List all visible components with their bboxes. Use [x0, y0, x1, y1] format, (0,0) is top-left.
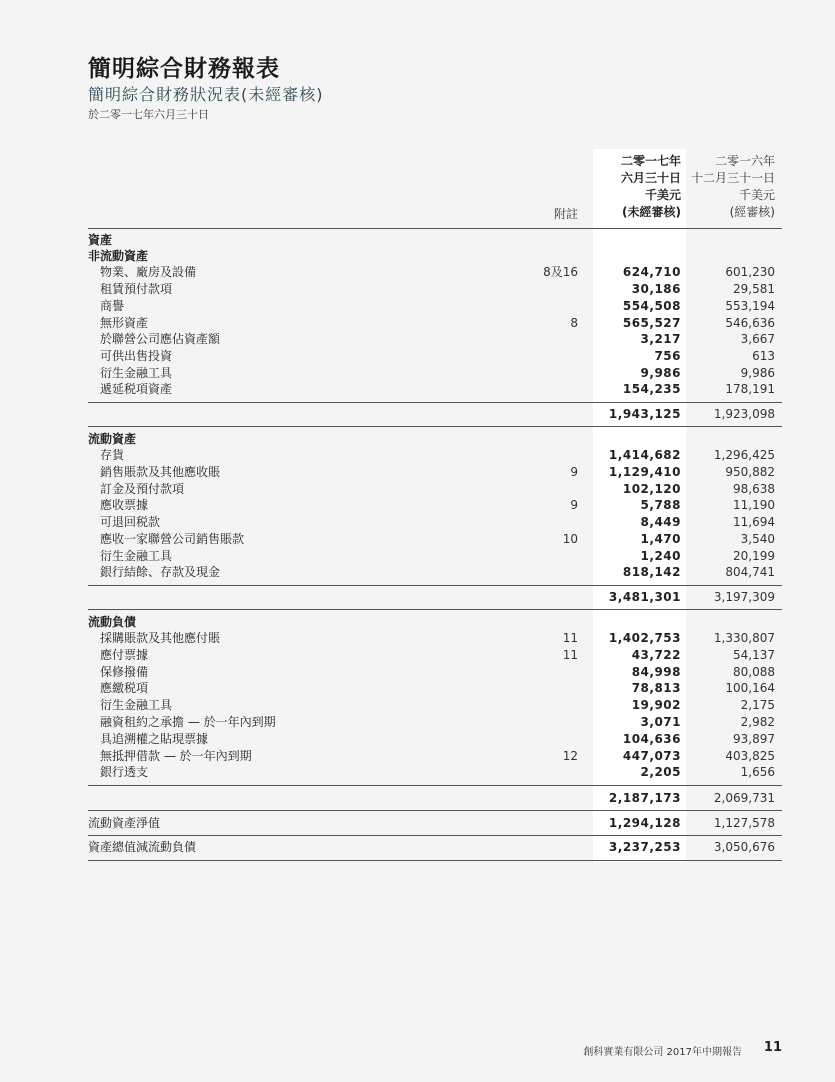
- row-label: 訂金及預付款項: [100, 482, 185, 496]
- row-current-value: 1,129,410: [608, 465, 681, 479]
- table-row: [88, 464, 782, 481]
- assets-heading: 資產: [88, 233, 113, 247]
- row-label: 應收票據: [100, 498, 149, 512]
- row-current-value: 3,071: [640, 715, 681, 729]
- row-current-value: 102,120: [622, 482, 681, 496]
- row-current-value: 9,986: [640, 366, 681, 380]
- row-label: 無形資產: [100, 316, 149, 330]
- row-current-value: 3,237,253: [608, 840, 681, 854]
- row-previous-value: 20,199: [733, 549, 775, 563]
- row-note: 10: [562, 532, 578, 546]
- row-label: 物業、廠房及設備: [100, 265, 197, 279]
- previous-period-header: [690, 153, 775, 221]
- group-heading: [88, 431, 782, 448]
- subtotal-current-value: 2,187,173: [608, 791, 681, 805]
- row-previous-value: 9,986: [740, 366, 775, 380]
- subtotal-current-value: 1,943,125: [608, 407, 681, 421]
- previous-header-unit: 千美元: [738, 188, 775, 202]
- table-row: [88, 298, 782, 315]
- page-number: 11: [763, 1040, 782, 1055]
- row-label: 資產總值減流動負債: [88, 840, 197, 854]
- statement-date: 於二零一七年六月三十日: [88, 108, 209, 121]
- row-previous-value: 98,638: [733, 482, 775, 496]
- table-row: [88, 531, 782, 548]
- subtotal-row: [88, 589, 782, 606]
- row-current-value: 78,813: [631, 681, 681, 695]
- total-rule: [88, 835, 782, 836]
- row-previous-value: 11,190: [733, 498, 775, 512]
- row-label: 流動資產淨值: [88, 816, 161, 830]
- footer-company: 創科實業有限公司 2017年中期報告: [583, 1047, 742, 1058]
- row-current-value: 154,235: [622, 382, 681, 396]
- row-current-value: 624,710: [622, 265, 681, 279]
- row-previous-value: 546,636: [725, 316, 775, 330]
- subtotal-rule: [88, 609, 782, 610]
- row-current-value: 818,142: [622, 565, 681, 579]
- table-row: [88, 365, 782, 382]
- row-note: 11: [562, 631, 578, 645]
- previous-header-year: 二零一六年: [714, 154, 775, 168]
- table-row: [88, 548, 782, 565]
- row-previous-value: 29,581: [733, 282, 775, 296]
- group-heading: [88, 248, 782, 265]
- group-heading: [88, 614, 782, 631]
- subtotal-rule: [88, 585, 782, 586]
- row-previous-value: 178,191: [725, 382, 775, 396]
- current-assets-heading: 流動資產: [88, 432, 137, 446]
- row-label: 應收一家聯營公司銷售賬款: [100, 532, 245, 546]
- total-assets-less-liabilities-row: [88, 839, 782, 856]
- row-previous-value: 553,194: [725, 299, 775, 313]
- table-row: [88, 348, 782, 365]
- row-previous-value: 11,694: [733, 515, 775, 529]
- table-row: [88, 564, 782, 581]
- row-previous-value: 2,175: [740, 698, 775, 712]
- current-header-unit: 千美元: [644, 188, 681, 202]
- row-previous-value: 601,230: [725, 265, 775, 279]
- row-previous-value: 804,741: [725, 565, 775, 579]
- table-row: [88, 647, 782, 664]
- previous-header-date: 十二月三十一日: [690, 171, 775, 185]
- row-previous-value: 1,296,425: [713, 448, 775, 462]
- subtotal-previous-value: 2,069,731: [713, 791, 775, 805]
- row-previous-value: 613: [752, 349, 775, 363]
- row-previous-value: 93,897: [733, 732, 775, 746]
- non-current-assets-heading: 非流動資產: [88, 249, 149, 263]
- row-label: 存貨: [100, 448, 125, 462]
- row-previous-value: 3,540: [740, 532, 775, 546]
- row-label: 遞延税項資產: [100, 382, 173, 396]
- row-note: 8: [570, 316, 578, 330]
- subtotal-rule: [88, 785, 782, 786]
- page-title: 簡明綜合財務報表: [88, 56, 280, 82]
- subtotal-rule: [88, 810, 782, 811]
- row-label: 於聯營公司應佔資產額: [100, 332, 221, 346]
- row-previous-value: 3,050,676: [713, 840, 775, 854]
- subtotal-previous-value: 1,923,098: [713, 407, 775, 421]
- table-row: [88, 697, 782, 714]
- row-label: 銀行結餘、存款及現金: [100, 565, 221, 579]
- row-current-value: 1,414,682: [608, 448, 681, 462]
- section-heading: [88, 232, 782, 249]
- table-row: [88, 315, 782, 332]
- table-row: [88, 281, 782, 298]
- row-label: 衍生金融工具: [100, 549, 173, 563]
- total-rule: [88, 860, 782, 861]
- row-previous-value: 3,667: [740, 332, 775, 346]
- current-liabilities-heading: 流動負債: [88, 615, 137, 629]
- row-current-value: 565,527: [622, 316, 681, 330]
- subtotal-previous-value: 3,197,309: [713, 590, 775, 604]
- table-row: [88, 381, 782, 398]
- note-column-header: 附註: [553, 207, 578, 221]
- row-label: 保修撥備: [100, 665, 149, 679]
- current-period-header: [593, 153, 681, 221]
- row-note: 9: [570, 498, 578, 512]
- row-note: 8及16: [543, 265, 578, 279]
- row-label: 衍生金融工具: [100, 698, 173, 712]
- row-current-value: 84,998: [631, 665, 681, 679]
- row-note: 11: [562, 648, 578, 662]
- current-header-year: 二零一七年: [620, 154, 681, 168]
- row-label: 應付票據: [100, 648, 149, 662]
- row-current-value: 1,240: [640, 549, 681, 563]
- row-label: 商譽: [100, 299, 125, 313]
- subtotal-rule: [88, 426, 782, 427]
- row-label: 無抵押借款 — 於一年內到期: [100, 749, 252, 763]
- row-current-value: 554,508: [622, 299, 681, 313]
- row-current-value: 8,449: [640, 515, 681, 529]
- subtotal-rule: [88, 402, 782, 403]
- row-label: 融資租約之承擔 — 於一年內到期: [100, 715, 276, 729]
- row-current-value: 19,902: [631, 698, 681, 712]
- row-current-value: 1,294,128: [608, 816, 681, 830]
- row-previous-value: 950,882: [725, 465, 775, 479]
- table-row: [88, 731, 782, 748]
- row-current-value: 2,205: [640, 765, 681, 779]
- row-label: 可供出售投資: [100, 349, 173, 363]
- row-current-value: 1,402,753: [608, 631, 681, 645]
- table-row: [88, 264, 782, 281]
- table-row: [88, 680, 782, 697]
- row-previous-value: 1,656: [740, 765, 775, 779]
- subtotal-row: [88, 406, 782, 423]
- row-current-value: 5,788: [640, 498, 681, 512]
- page-subtitle: 簡明綜合財務狀況表(未經審核): [88, 85, 324, 104]
- row-current-value: 756: [654, 349, 681, 363]
- subtotal-row: [88, 790, 782, 807]
- table-row: [88, 714, 782, 731]
- row-note: 9: [570, 465, 578, 479]
- table-row: [88, 497, 782, 514]
- row-label: 衍生金融工具: [100, 366, 173, 380]
- row-previous-value: 80,088: [733, 665, 775, 679]
- row-current-value: 1,470: [640, 532, 681, 546]
- table-row: [88, 630, 782, 647]
- table-row: [88, 447, 782, 464]
- table-row: [88, 481, 782, 498]
- row-label: 銷售賬款及其他應收賬: [100, 465, 221, 479]
- row-current-value: 104,636: [622, 732, 681, 746]
- row-label: 應繳税項: [100, 681, 149, 695]
- row-previous-value: 403,825: [725, 749, 775, 763]
- table-row: [88, 764, 782, 781]
- row-previous-value: 54,137: [733, 648, 775, 662]
- row-previous-value: 100,164: [725, 681, 775, 695]
- row-label: 可退回税款: [100, 515, 161, 529]
- table-row: [88, 331, 782, 348]
- table-row: [88, 664, 782, 681]
- row-label: 銀行透支: [100, 765, 149, 779]
- previous-header-audit: (經審核): [729, 205, 775, 219]
- header-rule: [88, 228, 782, 229]
- row-note: 12: [562, 749, 578, 763]
- current-header-date: 六月三十日: [620, 171, 681, 185]
- row-current-value: 43,722: [631, 648, 681, 662]
- row-label: 具追溯權之貼現票據: [100, 732, 209, 746]
- row-current-value: 3,217: [640, 332, 681, 346]
- table-row: [88, 514, 782, 531]
- net-current-assets-row: [88, 815, 782, 832]
- row-label: 租賃預付款項: [100, 282, 173, 296]
- row-label: 採購賬款及其他應付賬: [100, 631, 221, 645]
- subtotal-current-value: 3,481,301: [608, 590, 681, 604]
- table-row: [88, 748, 782, 765]
- current-header-audit: (未經審核): [622, 205, 681, 219]
- row-current-value: 30,186: [631, 282, 681, 296]
- row-previous-value: 1,330,807: [713, 631, 775, 645]
- row-current-value: 447,073: [622, 749, 681, 763]
- row-previous-value: 1,127,578: [713, 816, 775, 830]
- row-previous-value: 2,982: [740, 715, 775, 729]
